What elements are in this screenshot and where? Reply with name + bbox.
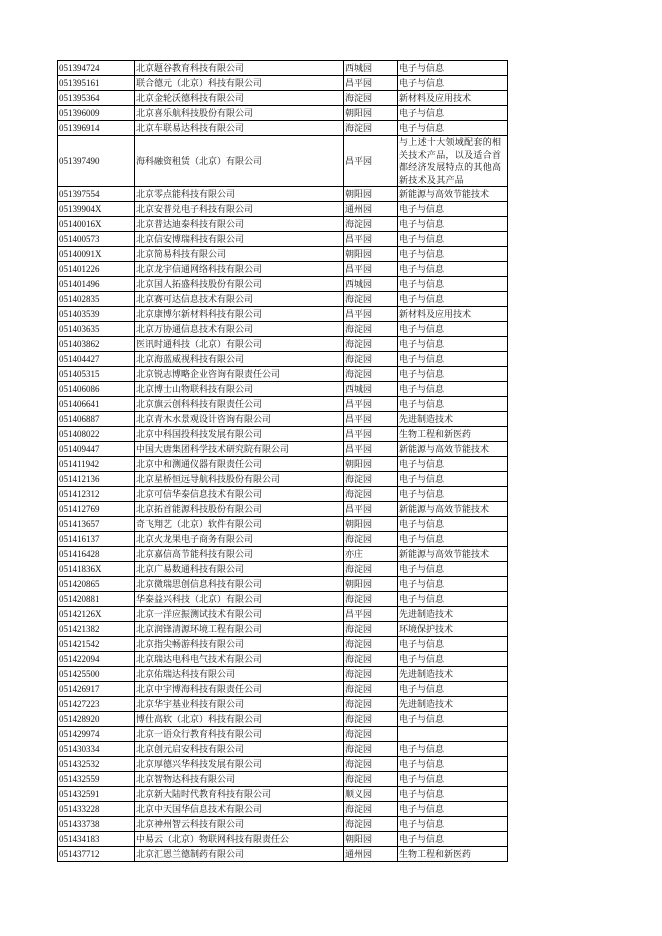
company-name-cell: 北京神州智云科技有限公司	[135, 817, 344, 832]
park-cell: 海淀园	[344, 802, 398, 817]
company-code-cell: 051404427	[58, 352, 135, 367]
tech-field-cell: 电子与信息	[398, 121, 508, 136]
tech-field-cell: 电子与信息	[398, 592, 508, 607]
company-code-cell: 051396009	[58, 106, 135, 121]
table-row	[58, 847, 508, 862]
tech-field-cell: 电子与信息	[398, 217, 508, 232]
table-row	[58, 742, 508, 757]
company-code-cell: 051432591	[58, 787, 135, 802]
company-name-cell: 北京中宇博海科技有限责任公司	[135, 682, 344, 697]
tech-field-cell: 电子与信息	[398, 367, 508, 382]
company-name-cell: 北京中和测通仪器有限责任公司	[135, 457, 344, 472]
company-name-cell: 北京康博尔新材料科技有限公司	[135, 307, 344, 322]
tech-field-cell: 新能源与高效节能技术	[398, 187, 508, 202]
company-code-cell: 051432532	[58, 757, 135, 772]
company-code-cell: 051413657	[58, 517, 135, 532]
tech-field-cell: 电子与信息	[398, 682, 508, 697]
park-cell: 海淀园	[344, 772, 398, 787]
company-code-cell: 051437712	[58, 847, 135, 862]
tech-field-cell: 新材料及应用技术	[398, 307, 508, 322]
table-row	[58, 121, 508, 136]
table-row	[58, 757, 508, 772]
table-row	[58, 202, 508, 217]
park-cell: 昌平园	[344, 76, 398, 91]
company-name-cell: 北京普达迪泰科技有限公司	[135, 217, 344, 232]
company-code-cell: 05140016X	[58, 217, 135, 232]
company-name-cell: 北京指尖畅游科技有限公司	[135, 637, 344, 652]
table-row	[58, 247, 508, 262]
park-cell: 通州园	[344, 202, 398, 217]
company-name-cell: 奇飞翔艺（北京）软件有限公司	[135, 517, 344, 532]
table-row	[58, 397, 508, 412]
company-code-cell: 051426917	[58, 682, 135, 697]
table-row	[58, 577, 508, 592]
company-name-cell: 北京博士山物联科技有限公司	[135, 382, 344, 397]
park-cell: 海淀园	[344, 667, 398, 682]
tech-field-cell: 电子与信息	[398, 322, 508, 337]
company-code-cell: 051428920	[58, 712, 135, 727]
park-cell: 昌平园	[344, 412, 398, 427]
company-code-cell: 051416137	[58, 532, 135, 547]
tech-field-cell: 电子与信息	[398, 232, 508, 247]
park-cell: 海淀园	[344, 91, 398, 106]
company-name-cell: 博仕高软（北京）科技有限公司	[135, 712, 344, 727]
company-name-cell: 北京龙宇信通网络科技有限公司	[135, 262, 344, 277]
tech-field-cell: 电子与信息	[398, 817, 508, 832]
table-row	[58, 652, 508, 667]
company-name-cell: 联合德元（北京）科技有限公司	[135, 76, 344, 91]
company-code-cell: 051422094	[58, 652, 135, 667]
park-cell: 朝阳园	[344, 187, 398, 202]
park-cell: 朝阳园	[344, 457, 398, 472]
company-code-cell: 051397490	[58, 136, 135, 187]
company-code-cell: 051409447	[58, 442, 135, 457]
park-cell: 朝阳园	[344, 106, 398, 121]
table-row	[58, 187, 508, 202]
park-cell: 海淀园	[344, 292, 398, 307]
park-cell: 昌平园	[344, 442, 398, 457]
table-row	[58, 442, 508, 457]
park-cell: 海淀园	[344, 352, 398, 367]
company-name-cell: 北京锐志博略企业咨询有限责任公司	[135, 367, 344, 382]
park-cell: 海淀园	[344, 697, 398, 712]
park-cell: 海淀园	[344, 757, 398, 772]
tech-field-cell: 电子与信息	[398, 652, 508, 667]
company-name-cell: 北京国人拓盛科技股份有限公司	[135, 277, 344, 292]
table-row	[58, 547, 508, 562]
company-code-cell: 051411942	[58, 457, 135, 472]
park-cell: 海淀园	[344, 622, 398, 637]
table-row	[58, 457, 508, 472]
table-row	[58, 136, 508, 187]
park-cell: 海淀园	[344, 817, 398, 832]
tech-field-cell: 电子与信息	[398, 637, 508, 652]
company-code-cell: 051412769	[58, 502, 135, 517]
table-row	[58, 277, 508, 292]
park-cell: 海淀园	[344, 337, 398, 352]
company-code-cell: 051403862	[58, 337, 135, 352]
tech-field-cell: 生物工程和新医药	[398, 427, 508, 442]
company-name-cell: 华泰益兴科技（北京）有限公司	[135, 592, 344, 607]
park-cell: 朝阳园	[344, 517, 398, 532]
park-cell: 海淀园	[344, 592, 398, 607]
table-row	[58, 322, 508, 337]
park-cell: 朝阳园	[344, 832, 398, 847]
company-name-cell: 北京华宇基业科技有限公司	[135, 697, 344, 712]
company-code-cell: 05140091X	[58, 247, 135, 262]
park-cell: 昌平园	[344, 136, 398, 187]
company-name-cell: 北京微瑞思创信息科技有限公司	[135, 577, 344, 592]
company-code-cell: 051395161	[58, 76, 135, 91]
table-row	[58, 622, 508, 637]
company-code-cell: 051420865	[58, 577, 135, 592]
company-name-cell: 北京厚德兴华科技发展有限公司	[135, 757, 344, 772]
tech-field-cell: 电子与信息	[398, 457, 508, 472]
company-name-cell: 中易云（北京）物联网科技有限责任公	[135, 832, 344, 847]
park-cell: 海淀园	[344, 322, 398, 337]
tech-field-cell: 电子与信息	[398, 337, 508, 352]
company-code-cell: 051406086	[58, 382, 135, 397]
tech-field-cell: 电子与信息	[398, 757, 508, 772]
tech-field-cell: 电子与信息	[398, 742, 508, 757]
table-row	[58, 787, 508, 802]
company-name-cell: 北京润锋清源环境工程有限公司	[135, 622, 344, 637]
company-code-cell: 051433738	[58, 817, 135, 832]
company-table	[57, 60, 508, 862]
tech-field-cell: 电子与信息	[398, 352, 508, 367]
company-name-cell: 北京万协通信息技术有限公司	[135, 322, 344, 337]
company-name-cell: 北京拓首能源科技股份有限公司	[135, 502, 344, 517]
company-name-cell: 北京信安博瑞科技有限公司	[135, 232, 344, 247]
company-name-cell: 北京海蓝威视科技有限公司	[135, 352, 344, 367]
company-code-cell: 051434183	[58, 832, 135, 847]
tech-field-cell: 生物工程和新医药	[398, 847, 508, 862]
company-name-cell: 北京佑瑞达科技有限公司	[135, 667, 344, 682]
tech-field-cell: 先进制造技术	[398, 412, 508, 427]
company-code-cell: 051433228	[58, 802, 135, 817]
company-code-cell: 051412136	[58, 472, 135, 487]
tech-field-cell: 电子与信息	[398, 61, 508, 76]
company-name-cell: 北京智物达科技有限公司	[135, 772, 344, 787]
table-row	[58, 712, 508, 727]
tech-field-cell: 电子与信息	[398, 397, 508, 412]
tech-field-cell: 电子与信息	[398, 802, 508, 817]
park-cell: 西城园	[344, 277, 398, 292]
tech-field-cell: 先进制造技术	[398, 697, 508, 712]
park-cell: 西城园	[344, 382, 398, 397]
table-row	[58, 697, 508, 712]
table-row	[58, 607, 508, 622]
tech-field-cell: 电子与信息	[398, 202, 508, 217]
tech-field-cell: 新能源与高效节能技术	[398, 547, 508, 562]
company-name-cell: 北京一洋应振测试技术有限公司	[135, 607, 344, 622]
tech-field-cell: 环境保护技术	[398, 622, 508, 637]
company-name-cell: 北京金轮沃德科技有限公司	[135, 91, 344, 106]
tech-field-cell: 电子与信息	[398, 517, 508, 532]
table-row	[58, 382, 508, 397]
park-cell: 海淀园	[344, 472, 398, 487]
park-cell: 昌平园	[344, 307, 398, 322]
table-row	[58, 217, 508, 232]
company-code-cell: 051406887	[58, 412, 135, 427]
tech-field-cell: 电子与信息	[398, 106, 508, 121]
company-name-cell: 北京嘉信高节能科技有限公司	[135, 547, 344, 562]
table-row	[58, 472, 508, 487]
tech-field-cell: 先进制造技术	[398, 607, 508, 622]
park-cell: 海淀园	[344, 637, 398, 652]
company-name-cell: 北京中天国华信息技术有限公司	[135, 802, 344, 817]
tech-field-cell: 电子与信息	[398, 532, 508, 547]
company-code-cell: 051394724	[58, 61, 135, 76]
table-row	[58, 802, 508, 817]
company-code-cell: 051430334	[58, 742, 135, 757]
table-row	[58, 592, 508, 607]
park-cell: 海淀园	[344, 727, 398, 742]
company-code-cell: 051421542	[58, 637, 135, 652]
company-code-cell: 051403635	[58, 322, 135, 337]
table-row	[58, 682, 508, 697]
park-cell: 海淀园	[344, 712, 398, 727]
tech-field-cell: 电子与信息	[398, 472, 508, 487]
company-code-cell: 051397554	[58, 187, 135, 202]
company-code-cell: 051403539	[58, 307, 135, 322]
company-name-cell: 北京一语众行教育科技有限公司	[135, 727, 344, 742]
table-row	[58, 307, 508, 322]
park-cell: 顺义园	[344, 787, 398, 802]
park-cell: 昌平园	[344, 262, 398, 277]
company-name-cell: 北京汇恩兰德制药有限公司	[135, 847, 344, 862]
park-cell: 海淀园	[344, 367, 398, 382]
company-name-cell: 北京零点能科技有限公司	[135, 187, 344, 202]
company-name-cell: 北京星桥恒远导航科技股份有限公司	[135, 472, 344, 487]
table-row	[58, 337, 508, 352]
park-cell: 昌平园	[344, 397, 398, 412]
table-row	[58, 772, 508, 787]
company-name-cell: 北京简易科技有限公司	[135, 247, 344, 262]
table-row	[58, 367, 508, 382]
company-code-cell: 051412312	[58, 487, 135, 502]
table-row	[58, 832, 508, 847]
tech-field-cell: 先进制造技术	[398, 667, 508, 682]
table-row	[58, 502, 508, 517]
park-cell: 亦庄	[344, 547, 398, 562]
table-row	[58, 91, 508, 106]
table-row	[58, 667, 508, 682]
company-name-cell: 北京可信华泰信息技术有限公司	[135, 487, 344, 502]
company-code-cell: 051401226	[58, 262, 135, 277]
tech-field-cell: 电子与信息	[398, 247, 508, 262]
park-cell: 西城园	[344, 61, 398, 76]
company-name-cell: 北京广易数通科技有限公司	[135, 562, 344, 577]
park-cell: 昌平园	[344, 502, 398, 517]
company-code-cell: 051402835	[58, 292, 135, 307]
tech-field-cell: 电子与信息	[398, 562, 508, 577]
table-row	[58, 817, 508, 832]
tech-field-cell: 电子与信息	[398, 577, 508, 592]
tech-field-cell: 电子与信息	[398, 487, 508, 502]
company-code-cell: 051432559	[58, 772, 135, 787]
tech-field-cell: 新材料及应用技术	[398, 91, 508, 106]
company-name-cell: 北京中科国投科技发展有限公司	[135, 427, 344, 442]
tech-field-cell	[398, 727, 508, 742]
park-cell: 海淀园	[344, 682, 398, 697]
company-code-cell: 051401496	[58, 277, 135, 292]
company-name-cell: 海科融资租赁（北京）有限公司	[135, 136, 344, 187]
company-name-cell: 中国大唐集团科学技术研究院有限公司	[135, 442, 344, 457]
park-cell: 海淀园	[344, 742, 398, 757]
tech-field-cell: 电子与信息	[398, 832, 508, 847]
company-name-cell: 北京车联易达科技有限公司	[135, 121, 344, 136]
company-code-cell: 051429974	[58, 727, 135, 742]
company-code-cell: 051400573	[58, 232, 135, 247]
table-row	[58, 562, 508, 577]
company-code-cell: 05139904X	[58, 202, 135, 217]
company-code-cell: 05142126X	[58, 607, 135, 622]
company-name-cell: 北京新大陆时代教育科技有限公司	[135, 787, 344, 802]
table-row	[58, 427, 508, 442]
table-row	[58, 262, 508, 277]
park-cell: 昌平园	[344, 607, 398, 622]
tech-field-cell: 电子与信息	[398, 76, 508, 91]
table-row	[58, 292, 508, 307]
company-code-cell: 051416428	[58, 547, 135, 562]
table-row	[58, 412, 508, 427]
tech-field-cell: 电子与信息	[398, 772, 508, 787]
company-name-cell: 北京安普兑电子科技有限公司	[135, 202, 344, 217]
company-code-cell: 051405315	[58, 367, 135, 382]
company-name-cell: 北京题谷教育科技有限公司	[135, 61, 344, 76]
company-code-cell: 051420881	[58, 592, 135, 607]
tech-field-cell: 电子与信息	[398, 277, 508, 292]
tech-field-cell: 与上述十大领域配套的相关技术产品，以及适合首都经济发展特点的其他高新技术及其产品	[398, 136, 508, 187]
company-name-cell: 北京喜乐航科技股份有限公司	[135, 106, 344, 121]
tech-field-cell: 新能源与高效节能技术	[398, 502, 508, 517]
company-name-cell: 北京创元启安科技有限公司	[135, 742, 344, 757]
company-name-cell: 医讯时通科技（北京）有限公司	[135, 337, 344, 352]
table-row	[58, 532, 508, 547]
park-cell: 通州园	[344, 847, 398, 862]
company-name-cell: 北京青木水景观设计咨询有限公司	[135, 412, 344, 427]
park-cell: 朝阳园	[344, 247, 398, 262]
park-cell: 朝阳园	[344, 577, 398, 592]
company-code-cell: 051396914	[58, 121, 135, 136]
company-name-cell: 北京火龙果电子商务有限公司	[135, 532, 344, 547]
company-name-cell: 北京旗云创科科技有限责任公司	[135, 397, 344, 412]
park-cell: 海淀园	[344, 217, 398, 232]
tech-field-cell: 电子与信息	[398, 712, 508, 727]
company-code-cell: 051406641	[58, 397, 135, 412]
park-cell: 昌平园	[344, 427, 398, 442]
company-code-cell: 051408022	[58, 427, 135, 442]
tech-field-cell: 电子与信息	[398, 382, 508, 397]
table-row	[58, 352, 508, 367]
park-cell: 海淀园	[344, 487, 398, 502]
company-code-cell: 05141836X	[58, 562, 135, 577]
table-row	[58, 76, 508, 91]
company-code-cell: 051421382	[58, 622, 135, 637]
tech-field-cell: 电子与信息	[398, 787, 508, 802]
park-cell: 海淀园	[344, 121, 398, 136]
company-name-cell: 北京瑞达电科电气技术有限公司	[135, 652, 344, 667]
table-row	[58, 637, 508, 652]
park-cell: 海淀园	[344, 562, 398, 577]
table-row	[58, 61, 508, 76]
tech-field-cell: 电子与信息	[398, 262, 508, 277]
company-name-cell: 北京赛可达信息技术有限公司	[135, 292, 344, 307]
company-code-cell: 051427223	[58, 697, 135, 712]
tech-field-cell: 电子与信息	[398, 292, 508, 307]
table-row	[58, 487, 508, 502]
tech-field-cell: 新能源与高效节能技术	[398, 442, 508, 457]
table-row	[58, 232, 508, 247]
park-cell: 海淀园	[344, 532, 398, 547]
table-row	[58, 106, 508, 121]
company-code-cell: 051425500	[58, 667, 135, 682]
table-row	[58, 727, 508, 742]
company-code-cell: 051395364	[58, 91, 135, 106]
park-cell: 海淀园	[344, 652, 398, 667]
park-cell: 昌平园	[344, 232, 398, 247]
table-row	[58, 517, 508, 532]
